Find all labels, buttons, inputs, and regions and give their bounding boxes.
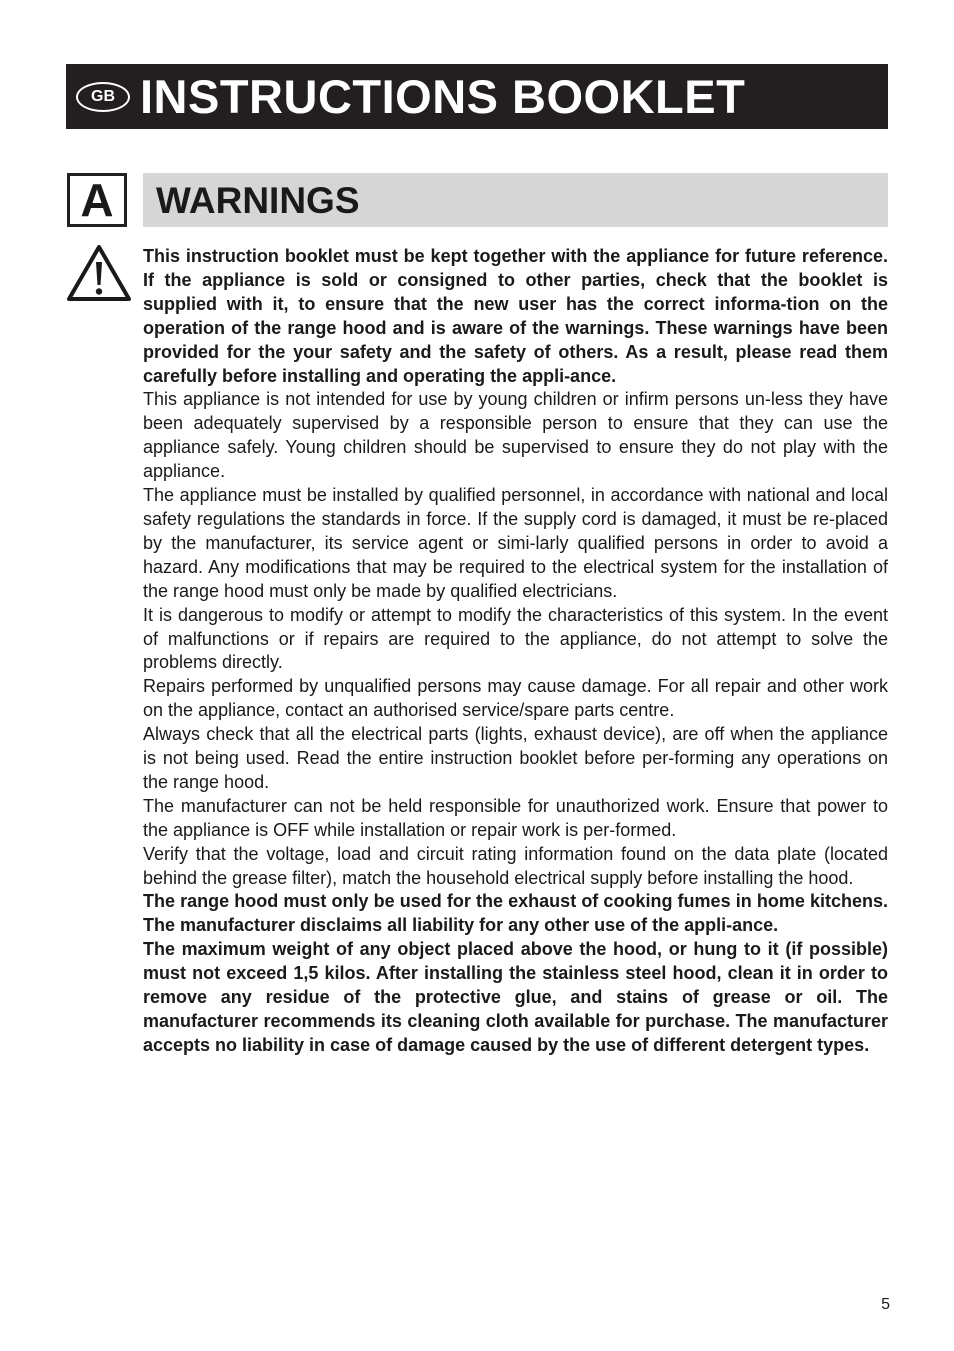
paragraph-keep-booklet: This instruction booklet must be kept together with the appliance for future reference. If the appliance is sold or consigned to other parties, check that the booklet is supplied with it, to ensure that the new user has the correct informa-tion on the operation of the range hood and is aware of the warnings. These warnings have been provided for the your safety and the safety of others. As a result, please read them carefully before installing and operating the appli-ance. — [143, 246, 888, 386]
paragraph-repairs: Repairs performed by unqualified persons may cause damage. For all repair and other work on the appliance, contact an authorised service/spare parts centre. — [143, 676, 888, 721]
paragraph-voltage: Verify that the voltage, load and circuit rating information found on the data plate (located behind the grease filter), match the household electrical supply before installing the hood. — [143, 843, 888, 888]
page-number: 5 — [881, 1296, 890, 1313]
header-bar — [66, 64, 888, 129]
section-title: WARNINGS — [156, 179, 360, 221]
warning-triangle-icon — [66, 243, 132, 303]
paragraph-installation: The appliance must be installed by qualified personnel, in accordance with national and local safety regulations the standards in force. If the supply cord is damaged, it must be re-placed by the manufacturer, its service agent or simi-larly qualified persons in order to avoid a hazard. Any modifications that may be required to the electrical system for the installation of the range hood must only be made by qualified electricians. — [143, 485, 888, 601]
paragraph-unauthorized-work: The manufacturer can not be held responsible for unauthorized work. Ensure that power to the appliance is OFF while installation or repair work is per-formed. — [143, 795, 888, 840]
paragraph-max-weight: The maximum weight of any object placed above the hood, or hung to it (if possible) must not exceed 1,5 kilos. After installing the stainless steel hood, clean it in order to remove any residue of the protective glue, and stains of grease or oil. The manufacturer recommends its cleaning cloth available for purchase. The manufacturer accepts no liability in case of damage caused by the use of different detergent types. — [143, 939, 888, 1055]
section-letter-box — [67, 173, 127, 227]
paragraph-electrical-parts: Always check that all the electrical parts (lights, exhaust device), are off when the appliance is not being used. Read the entire instruction booklet before per-forming any operations on the range hood. — [143, 724, 888, 792]
page-title: INSTRUCTIONS BOOKLET — [140, 70, 746, 123]
section-letter: A — [80, 174, 114, 226]
paragraph-modification: It is dangerous to modify or attempt to modify the characteristics of this system. In the event of malfunctions or if repairs are required to the appliance, do not attempt to solve the problems directly. — [143, 604, 888, 673]
paragraph-children: This appliance is not intended for use by young children or infirm persons un-less they have been adequately supervised by a responsible person to ensure that they can use the appliance safely. Young children should be supervised to ensure they do not play with the appliance. — [143, 389, 888, 482]
paragraph-usage: The range hood must only be used for the exhaust of cooking fumes in home kitchens. The manufacturer disclaims all liability for any other use of the appli-ance. — [143, 891, 888, 936]
warnings-text — [143, 245, 888, 1058]
language-badge: GB — [76, 82, 130, 112]
section-heading-bar — [143, 173, 888, 227]
